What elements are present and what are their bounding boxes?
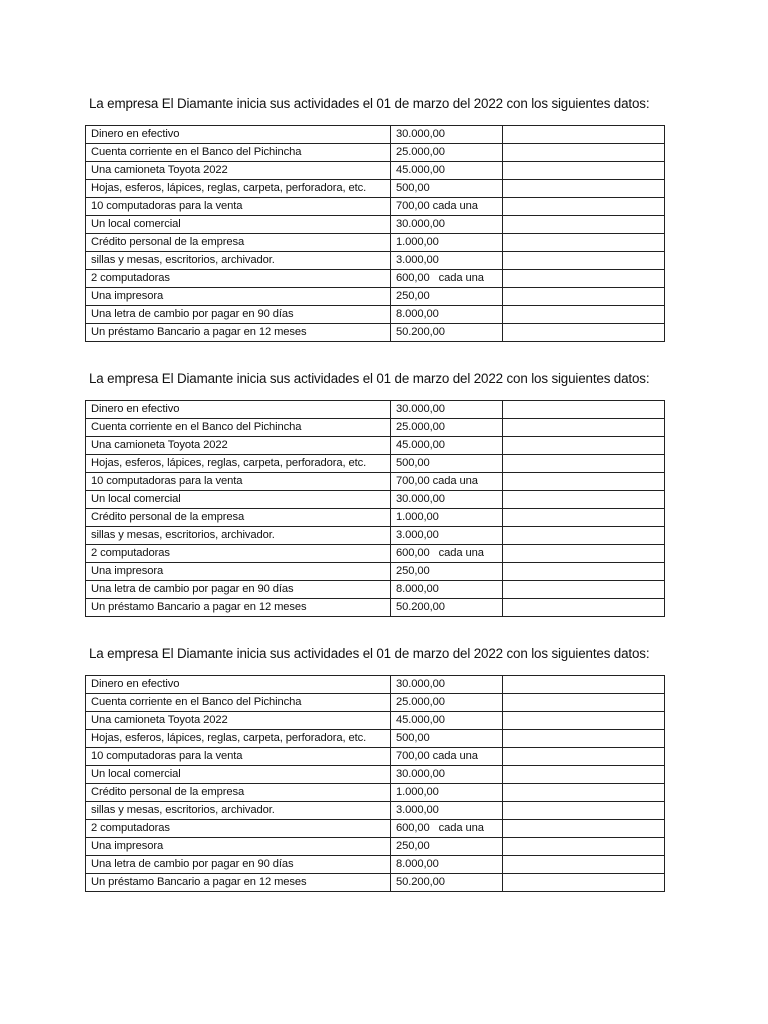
row-value-cell: 30.000,00 (391, 491, 503, 509)
row-extra-cell (503, 527, 665, 545)
row-extra-cell (503, 730, 665, 748)
row-value-cell: 45.000,00 (391, 162, 503, 180)
row-extra-cell (503, 856, 665, 874)
row-value-cell: 45.000,00 (391, 437, 503, 455)
table-row (86, 563, 665, 581)
row-item-cell: Hojas, esferos, lápices, reglas, carpeta, perforadora, etc. (86, 730, 391, 748)
table-row (86, 856, 665, 874)
table-row (86, 306, 665, 324)
table-row (86, 419, 665, 437)
row-item-cell: sillas y mesas, escritorios, archivador. (86, 252, 391, 270)
table-row (86, 198, 665, 216)
row-item-cell: Una letra de cambio por pagar en 90 días (86, 581, 391, 599)
row-item-cell: Cuenta corriente en el Banco del Pichincha (86, 419, 391, 437)
row-item-cell: Una impresora (86, 563, 391, 581)
table-row (86, 162, 665, 180)
row-extra-cell (503, 401, 665, 419)
row-extra-cell (503, 180, 665, 198)
row-value-cell: 50.200,00 (391, 599, 503, 617)
data-table (85, 125, 665, 342)
row-extra-cell (503, 270, 665, 288)
row-value-cell: 700,00 cada una (391, 198, 503, 216)
row-extra-cell (503, 784, 665, 802)
row-value-cell: 8.000,00 (391, 856, 503, 874)
row-value-cell: 3.000,00 (391, 527, 503, 545)
row-item-cell: 2 computadoras (86, 270, 391, 288)
table-row (86, 509, 665, 527)
row-extra-cell (503, 599, 665, 617)
row-extra-cell (503, 288, 665, 306)
row-value-cell: 1.000,00 (391, 784, 503, 802)
row-value-cell: 25.000,00 (391, 694, 503, 712)
row-item-cell: sillas y mesas, escritorios, archivador. (86, 802, 391, 820)
row-extra-cell (503, 455, 665, 473)
row-item-cell: Un préstamo Bancario a pagar en 12 meses (86, 324, 391, 342)
table-row (86, 676, 665, 694)
row-item-cell: Un préstamo Bancario a pagar en 12 meses (86, 599, 391, 617)
row-value-cell: 30.000,00 (391, 676, 503, 694)
row-extra-cell (503, 748, 665, 766)
row-value-cell: 30.000,00 (391, 126, 503, 144)
row-extra-cell (503, 306, 665, 324)
row-item-cell: Dinero en efectivo (86, 126, 391, 144)
row-extra-cell (503, 820, 665, 838)
row-item-cell: Una impresora (86, 838, 391, 856)
table-row (86, 180, 665, 198)
row-item-cell: sillas y mesas, escritorios, archivador. (86, 527, 391, 545)
row-item-cell: Una impresora (86, 288, 391, 306)
row-extra-cell (503, 545, 665, 563)
table-row (86, 784, 665, 802)
row-extra-cell (503, 419, 665, 437)
table-row (86, 599, 665, 617)
table-row (86, 802, 665, 820)
row-item-cell: Un local comercial (86, 766, 391, 784)
row-value-cell: 45.000,00 (391, 712, 503, 730)
table-row (86, 491, 665, 509)
row-item-cell: 10 computadoras para la venta (86, 748, 391, 766)
row-extra-cell (503, 437, 665, 455)
row-value-cell: 8.000,00 (391, 581, 503, 599)
row-extra-cell (503, 234, 665, 252)
row-extra-cell (503, 144, 665, 162)
row-extra-cell (503, 491, 665, 509)
row-item-cell: Crédito personal de la empresa (86, 509, 391, 527)
row-item-cell: Hojas, esferos, lápices, reglas, carpeta, perforadora, etc. (86, 180, 391, 198)
row-item-cell: 10 computadoras para la venta (86, 473, 391, 491)
row-extra-cell (503, 676, 665, 694)
row-value-cell: 30.000,00 (391, 401, 503, 419)
table-row (86, 401, 665, 419)
row-value-cell: 1.000,00 (391, 234, 503, 252)
row-extra-cell (503, 473, 665, 491)
row-value-cell: 250,00 (391, 838, 503, 856)
row-item-cell: Crédito personal de la empresa (86, 784, 391, 802)
table-row (86, 874, 665, 892)
table-row (86, 288, 665, 306)
row-value-cell: 600,00 cada una (391, 270, 503, 288)
row-extra-cell (503, 216, 665, 234)
row-item-cell: Una letra de cambio por pagar en 90 días (86, 306, 391, 324)
table-row (86, 216, 665, 234)
row-value-cell: 50.200,00 (391, 324, 503, 342)
table-row (86, 712, 665, 730)
table-row (86, 144, 665, 162)
row-extra-cell (503, 766, 665, 784)
row-item-cell: Hojas, esferos, lápices, reglas, carpeta, perforadora, etc. (86, 455, 391, 473)
row-value-cell: 250,00 (391, 563, 503, 581)
row-item-cell: Una camioneta Toyota 2022 (86, 712, 391, 730)
row-extra-cell (503, 198, 665, 216)
row-item-cell: Una camioneta Toyota 2022 (86, 162, 391, 180)
row-value-cell: 500,00 (391, 180, 503, 198)
row-item-cell: Cuenta corriente en el Banco del Pichincha (86, 144, 391, 162)
table-row (86, 730, 665, 748)
table-row (86, 766, 665, 784)
row-value-cell: 500,00 (391, 730, 503, 748)
row-value-cell: 30.000,00 (391, 766, 503, 784)
row-extra-cell (503, 509, 665, 527)
row-item-cell: Dinero en efectivo (86, 676, 391, 694)
row-extra-cell (503, 252, 665, 270)
row-extra-cell (503, 712, 665, 730)
row-extra-cell (503, 694, 665, 712)
data-table (85, 400, 665, 617)
section-heading: La empresa El Diamante inicia sus actividades el 01 de marzo del 2022 con los siguientes datos: (89, 371, 650, 386)
row-value-cell: 250,00 (391, 288, 503, 306)
row-item-cell: Una letra de cambio por pagar en 90 días (86, 856, 391, 874)
row-item-cell: 2 computadoras (86, 545, 391, 563)
table-row (86, 126, 665, 144)
row-extra-cell (503, 324, 665, 342)
table-row (86, 252, 665, 270)
section-heading: La empresa El Diamante inicia sus actividades el 01 de marzo del 2022 con los siguientes datos: (89, 646, 650, 661)
row-value-cell: 50.200,00 (391, 874, 503, 892)
row-value-cell: 700,00 cada una (391, 748, 503, 766)
table-row (86, 581, 665, 599)
row-value-cell: 25.000,00 (391, 419, 503, 437)
row-item-cell: Un local comercial (86, 216, 391, 234)
row-item-cell: Un local comercial (86, 491, 391, 509)
table-row (86, 545, 665, 563)
row-item-cell: Dinero en efectivo (86, 401, 391, 419)
row-value-cell: 3.000,00 (391, 802, 503, 820)
row-extra-cell (503, 802, 665, 820)
table-row (86, 473, 665, 491)
row-item-cell: Cuenta corriente en el Banco del Pichincha (86, 694, 391, 712)
row-item-cell: Crédito personal de la empresa (86, 234, 391, 252)
row-extra-cell (503, 874, 665, 892)
section-1 (85, 95, 665, 342)
row-value-cell: 500,00 (391, 455, 503, 473)
table-row (86, 437, 665, 455)
row-extra-cell (503, 563, 665, 581)
section-3 (85, 645, 665, 892)
row-value-cell: 8.000,00 (391, 306, 503, 324)
table-row (86, 820, 665, 838)
row-item-cell: 10 computadoras para la venta (86, 198, 391, 216)
table-row (86, 527, 665, 545)
row-extra-cell (503, 126, 665, 144)
table-row (86, 270, 665, 288)
row-item-cell: 2 computadoras (86, 820, 391, 838)
row-value-cell: 30.000,00 (391, 216, 503, 234)
row-extra-cell (503, 838, 665, 856)
data-table (85, 675, 665, 892)
table-row (86, 748, 665, 766)
table-row (86, 838, 665, 856)
table-row (86, 324, 665, 342)
row-value-cell: 25.000,00 (391, 144, 503, 162)
row-item-cell: Una camioneta Toyota 2022 (86, 437, 391, 455)
row-item-cell: Un préstamo Bancario a pagar en 12 meses (86, 874, 391, 892)
row-extra-cell (503, 162, 665, 180)
section-heading: La empresa El Diamante inicia sus actividades el 01 de marzo del 2022 con los siguientes datos: (89, 96, 650, 111)
row-value-cell: 700,00 cada una (391, 473, 503, 491)
row-value-cell: 1.000,00 (391, 509, 503, 527)
table-row (86, 234, 665, 252)
row-extra-cell (503, 581, 665, 599)
table-row (86, 694, 665, 712)
section-2 (85, 370, 665, 617)
row-value-cell: 600,00 cada una (391, 545, 503, 563)
table-row (86, 455, 665, 473)
row-value-cell: 3.000,00 (391, 252, 503, 270)
row-value-cell: 600,00 cada una (391, 820, 503, 838)
